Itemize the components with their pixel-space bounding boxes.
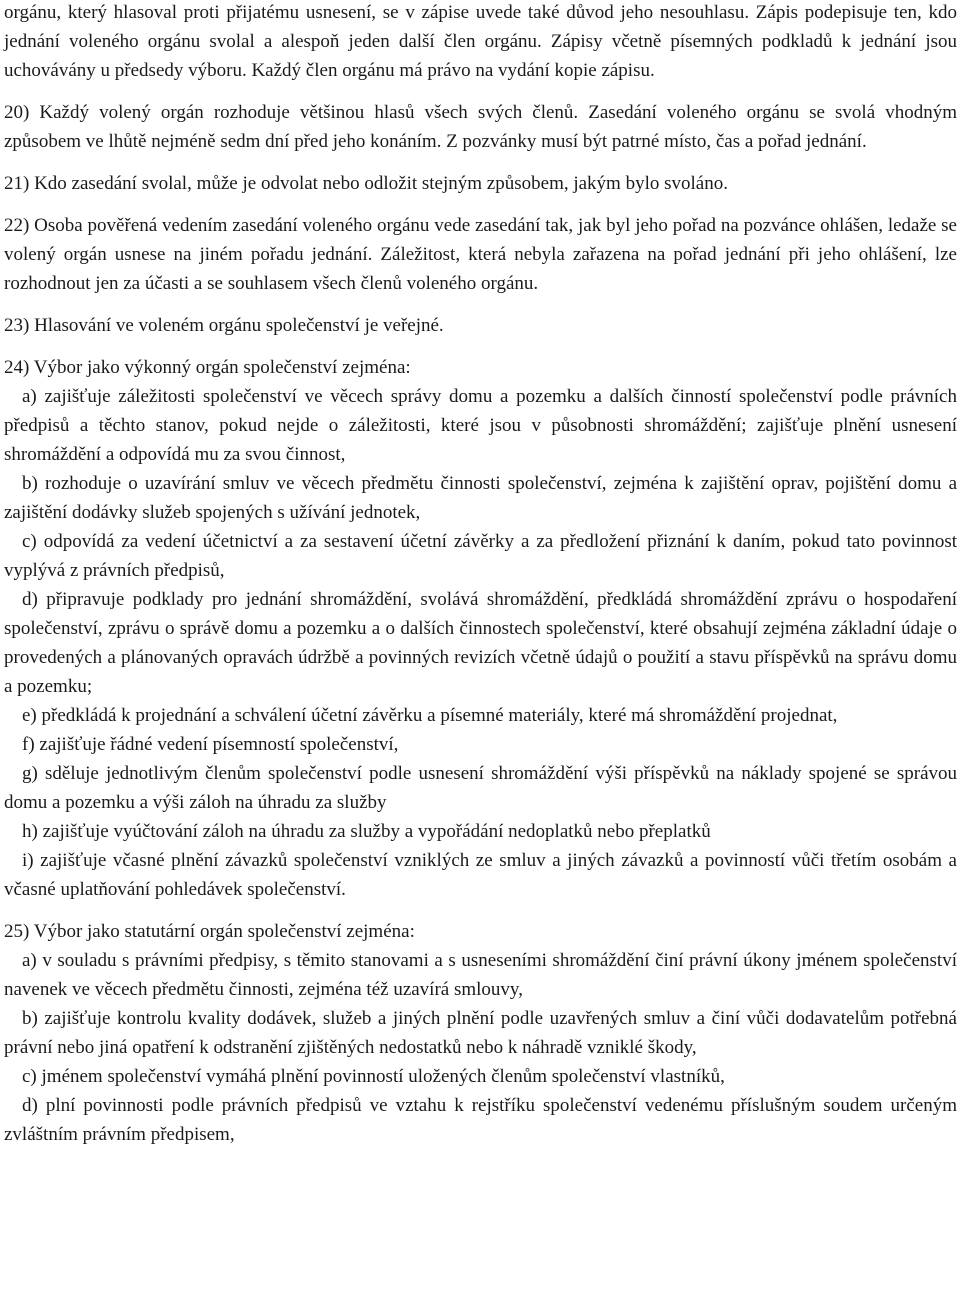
- section-24-item-g: g) sděluje jednotlivým členům společenství podle usnesení shromáždění výši příspěvků na náklady spojené se správou domu a pozemku a výši záloh na úhradu za služby: [4, 763, 957, 813]
- paragraph-20: 20) Každý volený orgán rozhoduje většinou hlasů všech svých členů. Zasedání voleného orgánu se svolá vhodným způsobem ve lhůtě nejméně sedm dní před jeho konáním. Z pozvánky musí být patrné místo, čas a pořad jednání.: [4, 102, 957, 152]
- section-25-item-c: c) jménem společenství vymáhá plnění povinností uložených členům společenství vlastníků,: [22, 1066, 725, 1087]
- section-25: [4, 917, 957, 1149]
- section-24: [4, 353, 957, 904]
- section-24-item-e: e) předkládá k projednání a schválení účetní závěrku a písemné materiály, které má shromáždění projednat,: [22, 705, 838, 726]
- paragraph-23: 23) Hlasování ve voleném orgánu společenství je veřejné.: [4, 315, 444, 336]
- section-25-item-b: b) zajišťuje kontrolu kvality dodávek, služeb a jiných plnění podle uzavřených smluv a činí vůči dodavatelům potřebná právní nebo jiná opatření k odstranění zjištěných nedostatků nebo k náhradě vzniklé škody,: [4, 1008, 957, 1058]
- section-24-item-h: h) zajišťuje vyúčtování záloh na úhradu za služby a vypořádání nedoplatků nebo přeplatků: [22, 821, 711, 842]
- section-24-item-a: a) zajišťuje záležitosti společenství ve věcech správy domu a pozemku a dalších činností společenství podle právních předpisů a těchto stanov, pokud nejde o záležitosti, které jsou v působnosti shromáždění; zajišťuje plnění usnesení shromáždění a odpovídá mu za svou činnost,: [4, 386, 957, 465]
- continuation-paragraph: orgánu, který hlasoval proti přijatému usnesení, se v zápise uvede také důvod jeho nesouhlasu. Zápis podepisuje ten, kdo jednání voleného orgánu svolal a alespoň jeden další člen orgánu. Zápisy včetně písemných podkladů k jednání jsou uchovávány u předsedy výboru. Každý člen orgánu má právo na vydání kopie zápisu.: [4, 2, 957, 81]
- section-24-item-d: d) připravuje podklady pro jednání shromáždění, svolává shromáždění, předkládá shromáždění zprávu o hospodaření společenství, zprávu o správě domu a pozemku a o dalších činnostech společenství, které obsahují zejména základní údaje o provedených a plánovaných opravách údržbě a povinných revizích včetně údajů o použití a stavu příspěvků na správu domu a pozemku;: [4, 589, 957, 697]
- paragraph-21: 21) Kdo zasedání svolal, může je odvolat nebo odložit stejným způsobem, jakým bylo svoláno.: [4, 173, 728, 194]
- section-24-item-i: i) zajišťuje včasné plnění závazků společenství vzniklých ze smluv a jiných závazků a povinností vůči třetím osobám a včasné uplatňování pohledávek společenství.: [4, 850, 957, 900]
- section-24-item-b: b) rozhoduje o uzavírání smluv ve věcech předmětu činnosti společenství, zejména k zajištění oprav, pojištění domu a zajištění dodávky služeb spojených s užívání jednotek,: [4, 473, 957, 523]
- paragraph-22: 22) Osoba pověřená vedením zasedání voleného orgánu vede zasedání tak, jak byl jeho pořad na pozvánce ohlášen, ledaže se volený orgán usnese na jiném pořadu jednání. Záležitost, která nebyla zařazena na pořad jednání při jeho ohlášení, lze rozhodnout jen za účasti a se souhlasem všech členů voleného orgánu.: [4, 215, 957, 294]
- section-25-item-a: a) v souladu s právními předpisy, s těmito stanovami a s usneseními shromáždění činí právní úkony jménem společenství navenek ve věcech předmětu činnosti, zejména též uzavírá smlouvy,: [4, 950, 957, 1000]
- section-24-item-f: f) zajišťuje řádné vedení písemností společenství,: [22, 734, 399, 755]
- section-25-item-d: d) plní povinnosti podle právních předpisů ve vztahu k rejstříku společenství vedenému příslušným soudem určeným zvláštním právním předpisem,: [4, 1095, 957, 1145]
- section-24-item-c: c) odpovídá za vedení účetnictví a za sestavení účetní závěrky a za předložení přiznání k daním, pokud tato povinnost vyplývá z právních předpisů,: [4, 531, 957, 581]
- section-24-heading: 24) Výbor jako výkonný orgán společenství zejména:: [4, 357, 411, 378]
- section-25-heading: 25) Výbor jako statutární orgán společenství zejména:: [4, 921, 415, 942]
